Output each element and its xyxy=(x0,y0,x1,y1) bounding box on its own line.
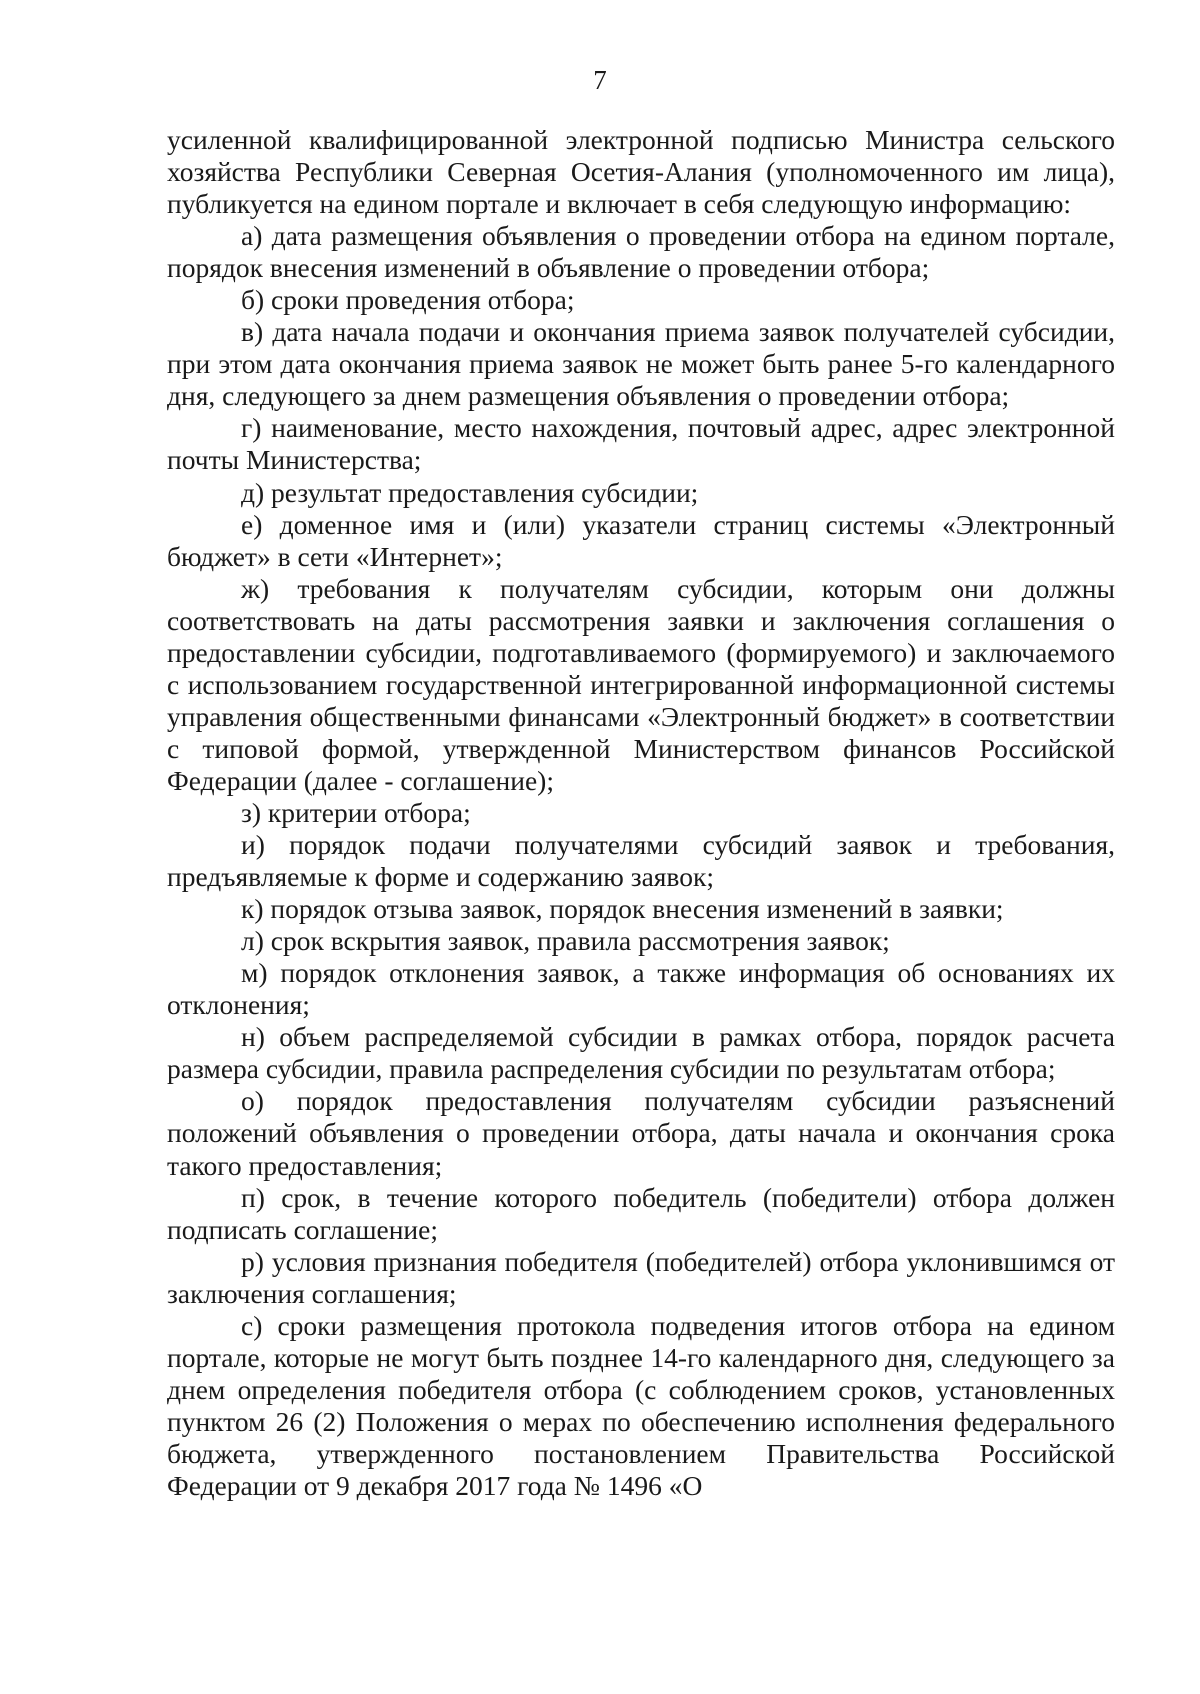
paragraph-item-o: о) порядок предоставления получателям субсидии разъяснений положений объявления о проведении отбора, даты начала и окончания срока такого предоставления; xyxy=(167,1085,1115,1181)
paragraph-item-l: л) срок вскрытия заявок, правила рассмотрения заявок; xyxy=(241,925,890,957)
paragraph-item-g: г) наименование, место нахождения, почтовый адрес, адрес электронной почты Министерства; xyxy=(167,412,1115,476)
paragraph-item-v: в) дата начала подачи и окончания приема заявок получателей субсидии, при этом дата окончания приема заявок не может быть ранее 5-го календарного дня, следующего за днем размещения объявления о проведении отбора; xyxy=(167,316,1115,412)
paragraph-item-zh: ж) требования к получателям субсидии, которым они должны соответствовать на даты рассмотрения заявки и заключения соглашения о предоставлении субсидии, подготавливаемого (формируемого) и заключаемого с использованием государственной интегрированной информационной системы управления общественными финансами «Электронный бюджет» в соответствии с типовой формой, утвержденной Министерством финансов Российской Федерации (далее - соглашение); xyxy=(167,572,1115,796)
paragraph-item-b: б) сроки проведения отбора; xyxy=(241,284,575,316)
paragraph-item-m: м) порядок отклонения заявок, а также информация об основаниях их отклонения; xyxy=(167,957,1115,1021)
paragraph-item-z: з) критерии отбора; xyxy=(241,796,471,828)
paragraph-item-r: р) условия признания победителя (победителей) отбора уклонившимся от заключения соглашения; xyxy=(167,1245,1115,1309)
paragraph-intro-continuation: усиленной квалифицированной электронной подписью Министра сельского хозяйства Республики Северная Осетия-Алания (уполномоченного им лица), публикуется на едином портале и включает в себя следующую информацию: xyxy=(167,124,1115,220)
document-body xyxy=(167,124,1115,1502)
page-number: 7 xyxy=(593,65,607,95)
paragraph-item-a: а) дата размещения объявления о проведении отбора на едином портале, порядок внесения изменений в объявление о проведении отбора; xyxy=(167,220,1115,284)
paragraph-item-d: д) результат предоставления субсидии; xyxy=(241,476,699,508)
paragraph-item-n: н) объем распределяемой субсидии в рамках отбора, порядок расчета размера субсидии, правила распределения субсидии по результатам отбора; xyxy=(167,1021,1115,1085)
paragraph-item-k: к) порядок отзыва заявок, порядок внесения изменений в заявки; xyxy=(241,893,1004,925)
paragraph-item-i: и) порядок подачи получателями субсидий заявок и требования, предъявляемые к форме и содержанию заявок; xyxy=(167,829,1115,893)
paragraph-item-p: п) срок, в течение которого победитель (победители) отбора должен подписать соглашение; xyxy=(167,1181,1115,1245)
paragraph-item-e: е) доменное имя и (или) указатели страниц системы «Электронный бюджет» в сети «Интернет»; xyxy=(167,508,1115,572)
paragraph-item-s: с) сроки размещения протокола подведения итогов отбора на едином портале, которые не могут быть позднее 14-го календарного дня, следующего за днем определения победителя отбора (с соблюдением сроков, установленных пунктом 26 (2) Положения о мерах по обеспечению исполнения федерального бюджета, утвержденного постановлением Правительства Российской Федерации от 9 декабря 2017 года № 1496 «О xyxy=(167,1309,1115,1501)
